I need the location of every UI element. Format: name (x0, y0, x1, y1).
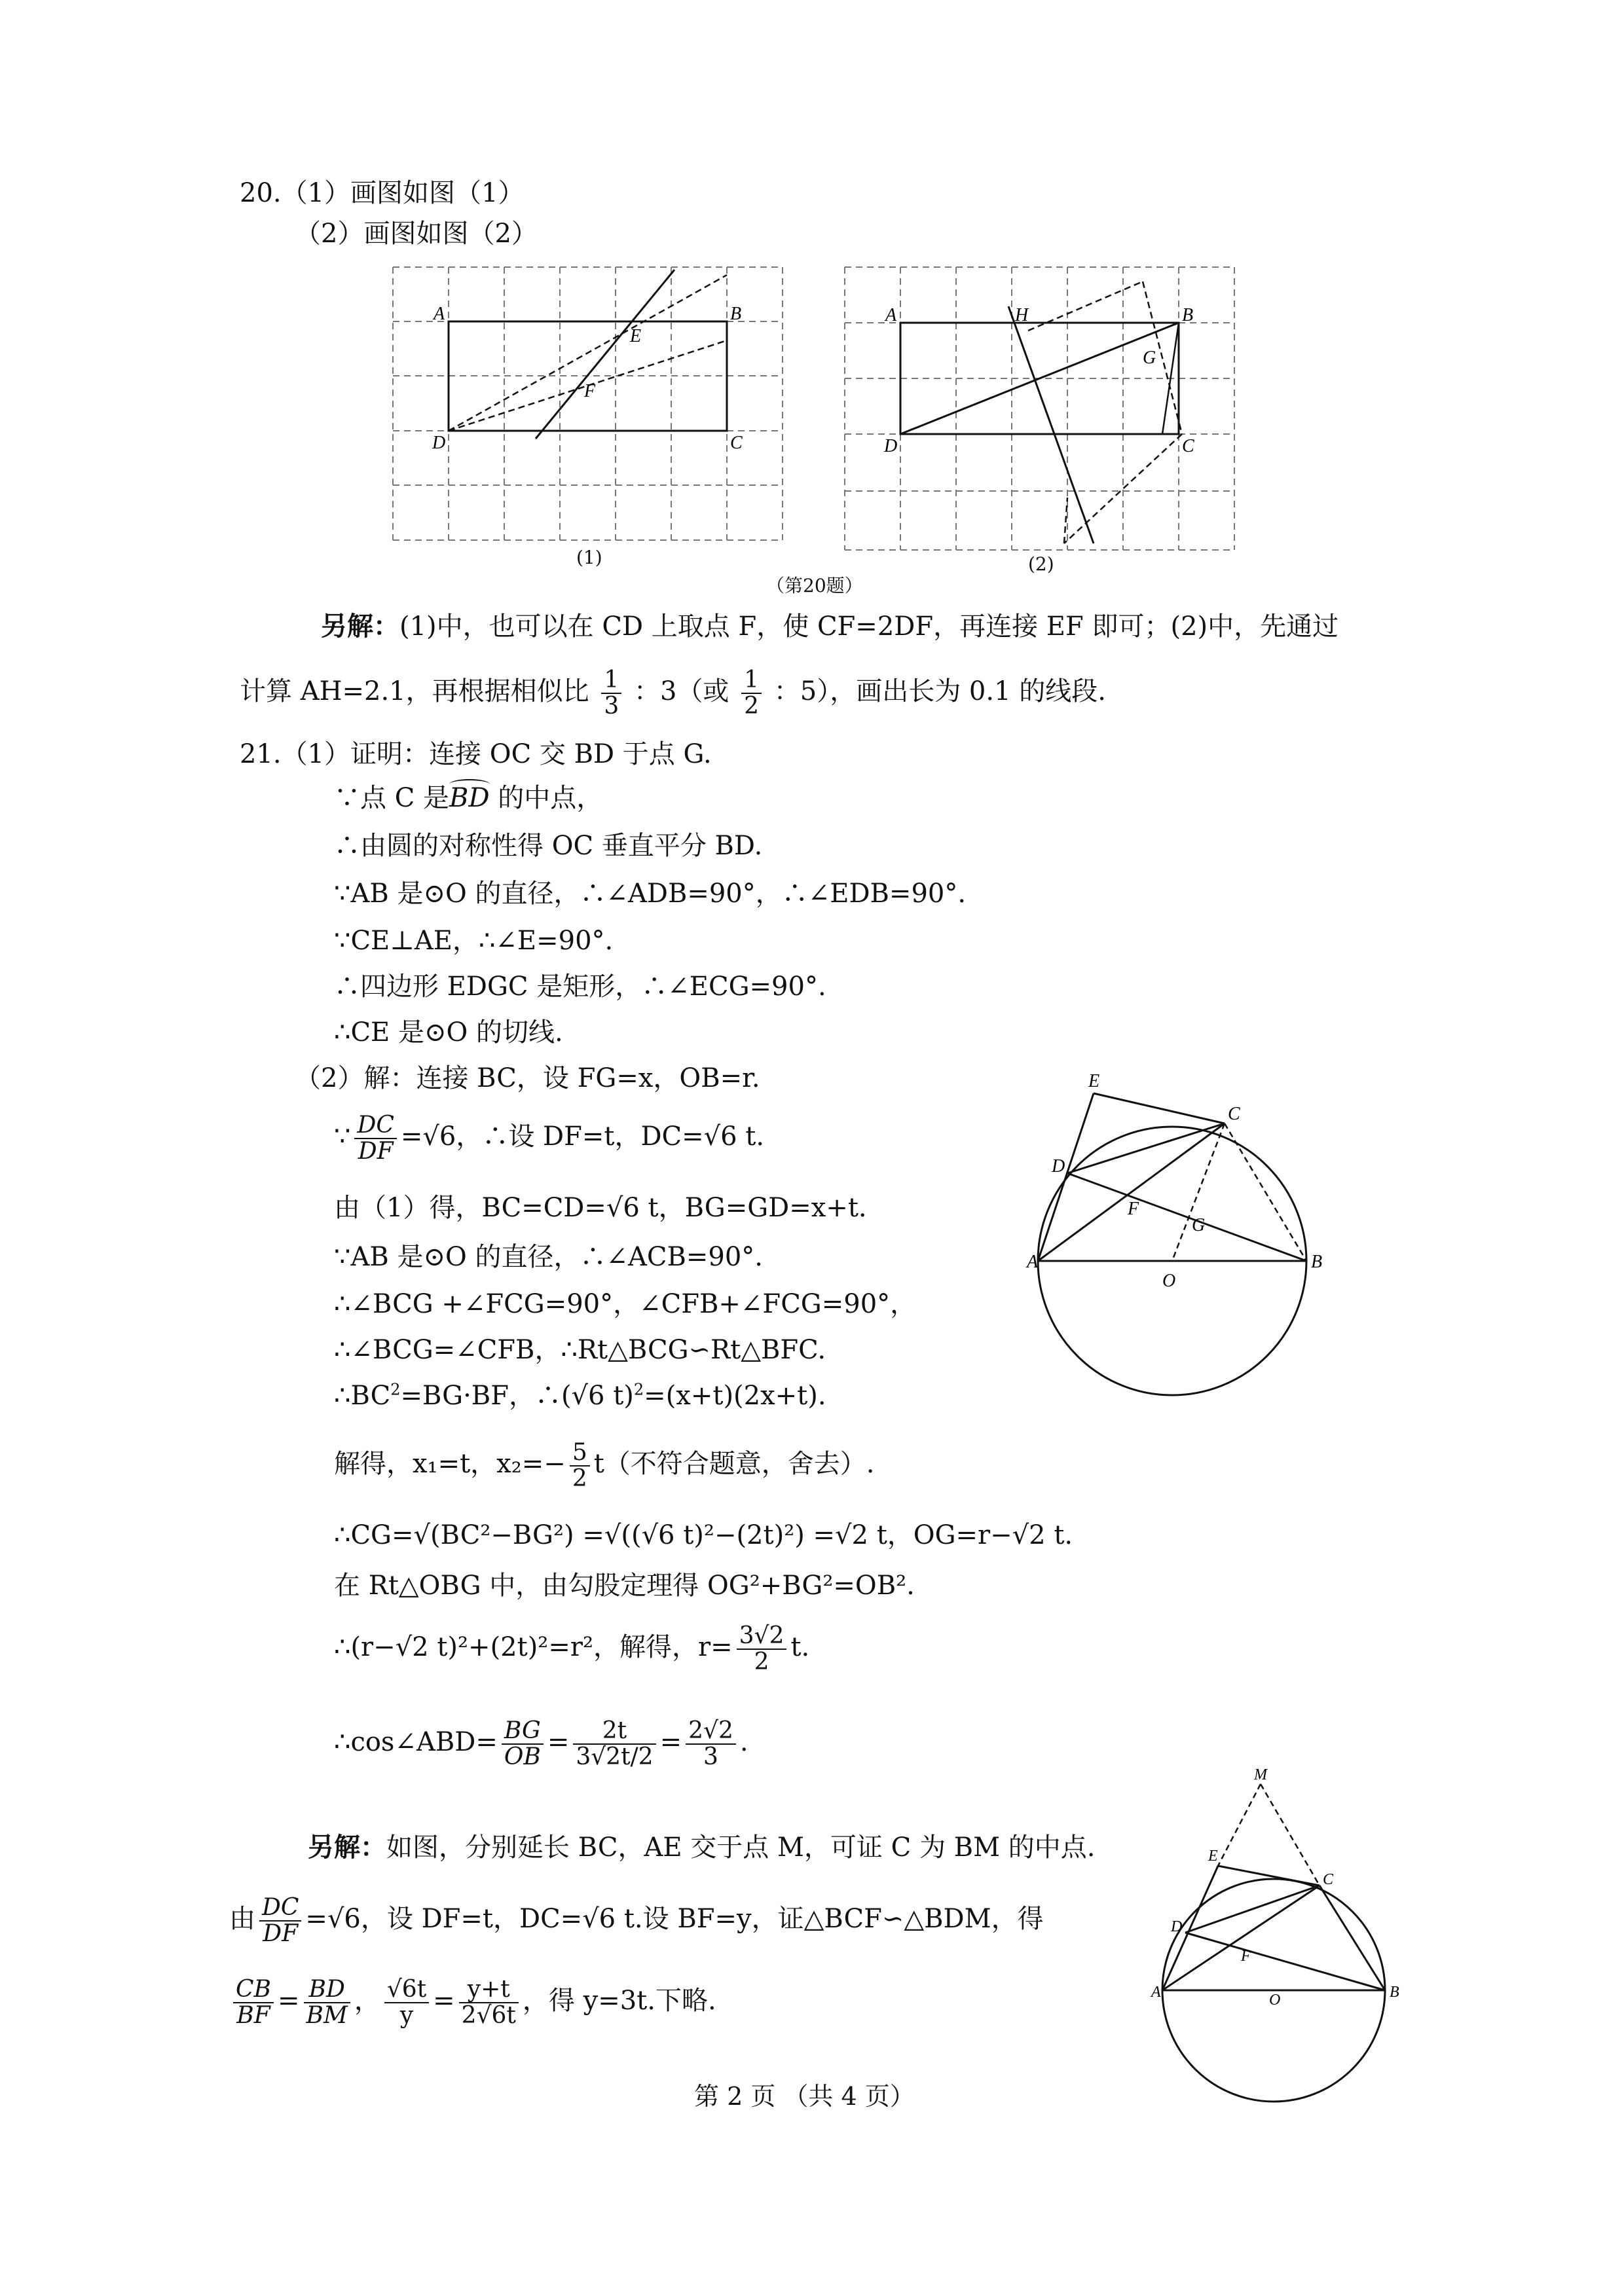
fig-label-o: O (1162, 1271, 1176, 1291)
fig1-label-b: B (730, 304, 742, 324)
fig1-label-e: E (630, 326, 642, 346)
q21-alt-solution-line2: 由 $\frac{DC}{DF}$ =√6，设 DF=t，DC=√6 t.设 BF=y，证△BCF∽△BDM，得 (229, 1894, 1044, 1947)
q21-line: ∵点 C 是 BD 的中点， (334, 780, 602, 816)
fraction: $\frac{3√2}{2}$ (737, 1624, 787, 1675)
fraction: $\frac{2t}{3√2t/2}$ (573, 1719, 655, 1770)
q20-figure-2 (838, 262, 1238, 556)
q21-line: 在 Rt△OBG 中，由勾股定理得 OG²+BG²=OB². (334, 1571, 915, 1601)
q21-line: 解得，x₁=t，x₂=− $\frac{5}{2}$ t（不符合题意，舍去）. (334, 1439, 875, 1492)
arc-bd: BD (449, 783, 489, 813)
fraction: $\frac{CB}{BF}$ (233, 1977, 274, 2028)
fig-label-d: D (1052, 1156, 1065, 1176)
fig-label-e: E (1088, 1071, 1100, 1091)
fig-label-f: F (1128, 1199, 1139, 1219)
q21-line: ∴∠BCG +∠FCG=90°，∠CFB+∠FCG=90°， (334, 1289, 917, 1319)
fraction: $\frac{√6t}{y}$ (384, 1977, 429, 2028)
fraction: $\frac{DC}{DF}$ (259, 1895, 301, 1946)
q21-line: ∴四边形 EDGC 是矩形，∴∠ECG=90°. (334, 972, 826, 1002)
fraction: $\frac{1}{2}$ (741, 668, 762, 719)
q21-line: $\therefore BC^2=BG\cdot BF$，∴(√6 t)$^2$=(x+t)(2x+t). (334, 1380, 826, 1411)
fraction: $\frac{5}{2}$ (570, 1440, 590, 1491)
fig2-label-a: A (1151, 1984, 1161, 2001)
page-footer: 第 2 页 （共 4 页） (694, 2082, 915, 2111)
fig2-label-b: B (1182, 305, 1194, 325)
q21-figure-2 (1146, 1768, 1421, 2095)
fraction: $\frac{y+t}{2√6t}$ (459, 1977, 519, 2028)
q20-alt-solution-line2 (240, 668, 1106, 719)
fig2-label-o: O (1269, 1992, 1281, 2009)
q21-line: ∵AB 是⊙O 的直径，∴∠ACB=90°. (334, 1242, 763, 1272)
fig2-label-h: H (1015, 305, 1029, 325)
fig2-label-d: D (1171, 1918, 1183, 1935)
q21-line: ∴(r−√2 t)²+(2t)²=r²，解得，r= $\frac{3√2}{2}$ t. (334, 1622, 810, 1675)
q21-part2-heading: （2）解：连接 BC，设 FG=x，OB=r. (295, 1063, 760, 1093)
fraction: $\frac{2√2}{3}$ (686, 1719, 736, 1770)
q21-line: ∴由圆的对称性得 OC 垂直平分 BD. (334, 831, 763, 861)
fraction: $\frac{DC}{DF}$ (354, 1113, 396, 1164)
fig1-label-c: C (730, 433, 743, 453)
fig-label-g: G (1192, 1215, 1206, 1235)
fraction: $\frac{BD}{BM}$ (304, 1977, 350, 2028)
fraction: $\frac{BG}{OB}$ (502, 1719, 544, 1770)
q20-figure-1 (386, 262, 786, 543)
q21-part1-heading: 21.（1）证明：连接 OC 交 BD 于点 G. (240, 739, 712, 769)
fig1-caption: (1) (576, 547, 602, 568)
alt-text: ：3（或 (633, 676, 729, 706)
fig2-label-m: M (1254, 1766, 1267, 1783)
fig2-caption: (2) (1028, 553, 1054, 575)
q21-alt-solution-line1: 另解：如图，分别延长 BC，AE 交于点 M，可证 C 为 BM 的中点. (308, 1832, 1096, 1863)
fig1-label-d: D (432, 433, 446, 453)
fig2-label-f: F (1241, 1948, 1251, 1965)
fraction: $\frac{1}{3}$ (601, 668, 621, 719)
fig2-label-c: C (1182, 436, 1194, 456)
fig-label-b: B (1311, 1252, 1323, 1272)
q21-line: ∴cos∠ABD= $\frac{BG}{OB}$ = $\frac{2t}{3√2t/2}$ = $\frac{2√2}{3}$ . (334, 1717, 748, 1770)
alt-text: 计算 AH=2.1，再根据相似比 (240, 676, 589, 706)
q21-line: 由（1）得，BC=CD=√6 t，BG=GD=x+t. (334, 1193, 867, 1223)
q21-alt-solution-line3: $\frac{CB}{BF}$ = $\frac{BD}{BM}$ ， $\frac{√6t}{y}$ = $\frac{y+t}{2√6t}$ ，得 y=3t.下略. (229, 1977, 716, 2028)
fig1-label-a: A (434, 304, 445, 324)
alt-label: 另解： (321, 611, 399, 642)
fig-label-a: A (1027, 1252, 1039, 1272)
q21-line: ∴∠BCG=∠CFB，∴Rt△BCG∽Rt△BFC. (334, 1335, 826, 1365)
q20-alt-solution-line1 (321, 609, 1338, 644)
q21-line: ∴CE 是⊙O 的切线. (334, 1017, 563, 1048)
q21-line: ∵CE⊥AE，∴∠E=90°. (334, 926, 614, 956)
alt-text: (1)中，也可以在 CD 上取点 F，使 CF=2DF，再连接 EF 即可；(2)中，先通过 (399, 611, 1339, 642)
fig2-label-b: B (1390, 1984, 1399, 2001)
fig2-label-d: D (884, 436, 898, 456)
fig2-label-c: C (1323, 1871, 1334, 1888)
alt-text: ：5），画出长为 0.1 的线段. (773, 676, 1106, 706)
fig2-label-e: E (1208, 1848, 1218, 1865)
q20-part2: （2）画图如图（2） (295, 219, 538, 249)
fig2-label-a: A (885, 305, 897, 325)
fig2-label-g: G (1143, 348, 1156, 368)
fig1-label-f: F (584, 381, 596, 401)
q21-line: ∵ $\frac{DC}{DF}$ =√6，∴设 DF=t，DC=√6 t. (334, 1112, 765, 1165)
q20-part1: 20.（1）画图如图（1） (240, 178, 525, 208)
q20-figure-caption: （第20题） (766, 575, 863, 596)
q21-figure-1 (1028, 1067, 1342, 1414)
q21-line: ∵AB 是⊙O 的直径，∴∠ADB=90°，∴∠EDB=90°. (334, 879, 967, 909)
q21-line: ∴CG=√(BC²−BG²) =√((√6 t)²−(2t)²) =√2 t，OG=r−√2 t. (334, 1520, 1073, 1550)
fig-label-c: C (1228, 1104, 1240, 1124)
